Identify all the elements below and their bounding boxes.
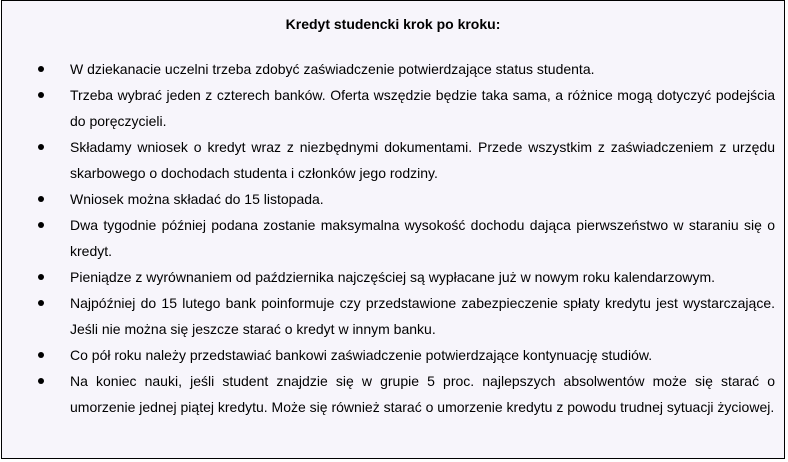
bullet-icon	[38, 222, 44, 228]
list-item	[2, 56, 782, 82]
list-item	[2, 186, 782, 212]
list-item-text: Dwa tygodnie później podana zostanie maksymalna wysokość dochodu dająca pierwszeństwo w staraniu się o kredyt.	[70, 217, 775, 259]
list-item	[2, 134, 782, 186]
info-box	[1, 0, 785, 459]
bullet-icon	[38, 92, 44, 98]
list-item-text: Pieniądze z wyrównaniem od października najczęściej są wypłacane już w nowym roku kalendarzowym.	[70, 269, 716, 285]
list-item-text: Trzeba wybrać jeden z czterech banków. Oferta wszędzie będzie taka sama, a różnice mogą dotyczyć podejścia do poręczycieli.	[70, 87, 775, 129]
list-item-text: W dziekanacie uczelni trzeba zdobyć zaświadczenie potwierdzające status studenta.	[70, 61, 595, 77]
steps-list	[2, 56, 782, 420]
list-item	[2, 342, 782, 368]
bullet-icon	[38, 378, 44, 384]
list-item-text: Na koniec nauki, jeśli student znajdzie się w grupie 5 proc. najlepszych absolwentów może się starać o umorzenie jednej piątej kredytu. Może się również starać o umorzenie kredytu z powodu trudnej sytuacji życiowej.	[70, 373, 775, 415]
bullet-icon	[38, 274, 44, 280]
bullet-icon	[38, 66, 44, 72]
list-item	[2, 82, 782, 134]
list-item	[2, 212, 782, 264]
list-item-text: Najpóźniej do 15 lutego bank poinformuje czy przedstawione zabezpieczenie spłaty kredytu jest wystarczające. Jeśli nie można się jeszcze starać o kredyt w innym banku.	[70, 295, 775, 337]
box-title: Kredyt studencki krok po kroku:	[285, 16, 501, 32]
list-item-text: Co pół roku należy przedstawiać bankowi zaświadczenie potwierdzające kontynuację studiów.	[70, 347, 653, 363]
list-item	[2, 290, 782, 342]
list-item-text: Wniosek można składać do 15 listopada.	[70, 191, 324, 207]
list-item	[2, 368, 782, 420]
list-item-text: Składamy wniosek o kredyt wraz z niezbędnymi dokumentami. Przede wszystkim z zaświadczeniem z urzędu skarbowego o dochodach studenta i członków jego rodziny.	[70, 139, 775, 181]
bullet-icon	[38, 144, 44, 150]
list-item	[2, 264, 782, 290]
bullet-icon	[38, 352, 44, 358]
bullet-icon	[38, 196, 44, 202]
bullet-icon	[38, 300, 44, 306]
